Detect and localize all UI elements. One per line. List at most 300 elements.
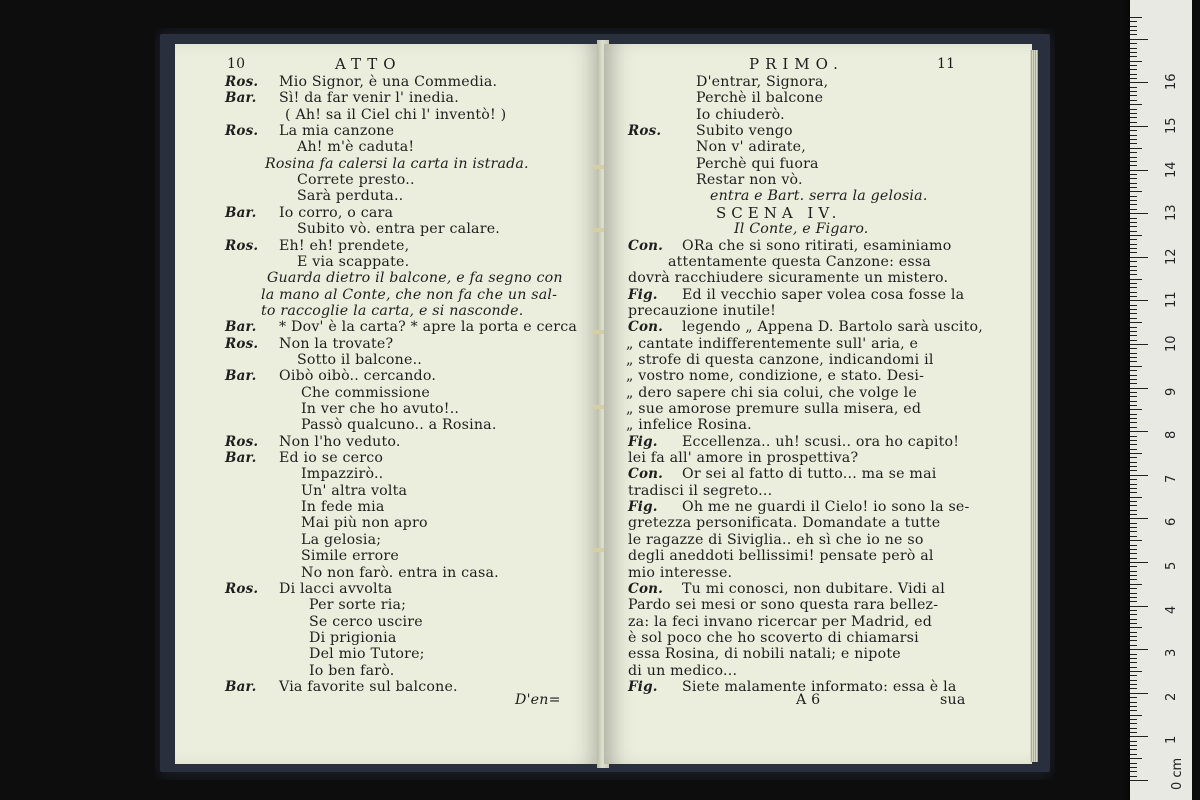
ruler-tick (1130, 645, 1137, 646)
ruler-tick (1130, 575, 1137, 576)
speaker-label: Bar. (225, 678, 257, 695)
ruler-tick (1130, 353, 1137, 354)
ruler-tick (1130, 497, 1142, 498)
text-line: attentamente questa Canzone: essa (668, 253, 932, 270)
ruler-tick (1130, 65, 1137, 66)
ruler-tick (1130, 104, 1142, 105)
text-line: Perchè qui fuora (696, 155, 819, 172)
text-line: „ strofe di questa canzone, indicandomi il (626, 351, 934, 368)
ruler-tick (1130, 26, 1137, 27)
ruler-tick (1130, 571, 1137, 572)
ruler-tick (1130, 113, 1137, 114)
ruler-tick (1130, 488, 1137, 489)
ruler-tick (1130, 601, 1137, 602)
ruler-tick (1130, 361, 1137, 362)
text-line: ORa che si sono ritirati, esaminiamo (682, 237, 952, 254)
ruler-tick (1130, 396, 1137, 397)
ruler-tick (1130, 462, 1137, 463)
left-running-head: ATTO (335, 55, 402, 73)
speaker-label: Ros. (628, 123, 662, 140)
ruler-tick (1130, 322, 1142, 323)
ruler-tick (1130, 776, 1137, 777)
ruler-tick (1130, 266, 1137, 267)
text-line: Perchè il balcone (696, 90, 824, 107)
ruler-tick (1130, 82, 1148, 83)
ruler-tick (1130, 710, 1137, 711)
text-line: Il Conte, e Figaro. (734, 221, 869, 238)
ruler-tick (1130, 457, 1137, 458)
text-line: „ dero sapere chi sia colui, che volge le (626, 384, 917, 401)
ruler-tick (1130, 675, 1137, 676)
text-line: Ah! m'è caduta! (297, 139, 415, 156)
text-line: Guarda dietro il balcone, e fa segno con (267, 270, 563, 287)
ruler-tick (1130, 479, 1137, 480)
ruler-tick (1130, 122, 1137, 123)
ruler-tick (1130, 706, 1137, 707)
ruler-tick (1130, 749, 1137, 750)
text-line: La gelosia; (301, 531, 382, 548)
speaker-label: Ros. (225, 74, 259, 90)
speaker-label: Bar. (225, 204, 257, 221)
ruler-tick (1130, 348, 1137, 349)
ruler-tick (1130, 130, 1137, 131)
ruler-tick (1130, 693, 1148, 694)
text-line: Rosina fa calersi la carta in istrada. (265, 155, 529, 172)
text-line: Via favorite sul balcone. (279, 678, 458, 695)
text-line: Mai più non apro (301, 515, 428, 532)
ruler-number: 11 (1164, 291, 1179, 309)
ruler-tick (1130, 697, 1137, 698)
ruler-tick (1130, 723, 1137, 724)
text-line: dovrà racchiudere sicuramente un mistero. (628, 270, 949, 287)
left-page (175, 44, 600, 764)
ruler-tick (1130, 414, 1137, 415)
page-edges (1030, 50, 1038, 762)
text-line: Un' altra volta (301, 482, 408, 499)
text-line: „ sue amorose premure sulla misera, ed (626, 401, 922, 417)
ruler-tick (1130, 331, 1137, 332)
ruler-tick (1130, 204, 1137, 205)
ruler-tick (1130, 527, 1137, 528)
ruler-tick (1130, 379, 1137, 380)
text-line: Oibò oibò.. cercando. (279, 368, 437, 385)
ruler-tick (1130, 579, 1137, 580)
ruler-tick (1130, 518, 1148, 519)
ruler-tick (1130, 231, 1137, 232)
ruler-tick (1130, 209, 1137, 210)
ruler-tick (1130, 283, 1137, 284)
text-line: No non farò. entra in casa. (301, 564, 499, 581)
ruler-tick (1130, 763, 1137, 764)
ruler-tick (1130, 562, 1148, 563)
ruler-tick (1130, 440, 1137, 441)
text-line: SCENA IV. (716, 203, 842, 222)
ruler-tick (1130, 475, 1148, 476)
speaker-label: Ros. (225, 580, 259, 597)
speaker-label: Bar. (225, 319, 257, 336)
ruler-tick (1130, 702, 1137, 703)
ruler-tick (1130, 226, 1137, 227)
ruler-tick (1130, 566, 1137, 567)
right-page-number: 11 (937, 56, 956, 72)
ruler-tick (1130, 545, 1137, 546)
text-line: Per sorte ria; (309, 597, 407, 614)
ruler-tick (1130, 244, 1137, 245)
text-line: Che commissione (301, 384, 431, 401)
ruler-tick (1130, 671, 1142, 672)
ruler-tick (1130, 767, 1137, 768)
ruler-tick (1130, 327, 1137, 328)
text-line: D'entrar, Signora, (696, 74, 829, 90)
ruler-tick (1130, 48, 1137, 49)
text-line: degli aneddoti bellissimi! pensate però al (628, 548, 934, 565)
ruler-tick (1130, 279, 1142, 280)
ruler-tick (1130, 187, 1137, 188)
ruler-tick (1130, 514, 1137, 515)
ruler-tick (1130, 719, 1137, 720)
ruler-tick (1130, 74, 1137, 75)
ruler-tick (1130, 745, 1137, 746)
ruler-tick (1130, 213, 1148, 214)
ruler-tick (1130, 148, 1142, 149)
text-line: Ed io se cerco (279, 450, 384, 467)
text-line: gretezza personificata. Domandate a tutte (628, 515, 941, 532)
text-line: Del mio Tutore; (309, 646, 425, 663)
ruler-tick (1130, 523, 1137, 524)
ruler-tick (1130, 95, 1137, 96)
ruler-tick (1130, 335, 1137, 336)
text-line: Or sei al fatto di tutto... ma se mai (682, 466, 937, 483)
ruler-tick (1130, 296, 1137, 297)
ruler-tick (1130, 340, 1137, 341)
ruler-tick (1130, 17, 1142, 18)
ruler-number: 2 (1164, 692, 1179, 701)
text-line: Tu mi conosci, non dubitare. Vidi al (682, 580, 945, 597)
text-line: Restar non vò. (696, 172, 803, 189)
ruler-tick (1130, 135, 1137, 136)
ruler-tick (1130, 344, 1148, 345)
text-line: Non v' adirate, (696, 139, 806, 156)
speaker-label: Con. (628, 319, 664, 336)
text-line: entra e Bart. serra la gelosia. (710, 188, 928, 205)
ruler-number: 3 (1164, 648, 1179, 658)
ruler-tick (1130, 627, 1142, 628)
ruler-tick (1130, 383, 1137, 384)
ruler-tick (1130, 510, 1137, 511)
speaker-label: Con. (628, 237, 664, 254)
text-line: le ragazze di Siviglia.. eh sì che io ne so (628, 531, 924, 548)
ruler-tick (1130, 758, 1142, 759)
ruler-tick (1130, 61, 1142, 62)
ruler-number: 5 (1164, 561, 1179, 570)
ruler-tick (1130, 492, 1137, 493)
text-line: Simile errore (301, 548, 399, 565)
ruler-tick (1130, 375, 1137, 376)
ruler-tick (1130, 30, 1137, 31)
speaker-label: Ros. (225, 433, 259, 450)
speaker-label: Con. (628, 580, 664, 597)
ruler-tick (1130, 684, 1137, 685)
ruler-tick (1130, 357, 1137, 358)
ruler-tick (1130, 309, 1137, 310)
left-page-number: 10 (227, 56, 246, 72)
ruler-tick (1130, 191, 1142, 192)
ruler-tick (1130, 218, 1137, 219)
ruler-tick (1130, 453, 1142, 454)
text-line: „ cantate indifferentemente sull' aria, e (626, 335, 919, 352)
ruler-tick (1130, 39, 1148, 40)
ruler-tick (1130, 222, 1137, 223)
ruler-tick (1130, 771, 1137, 772)
ruler-tick (1130, 418, 1137, 419)
text-line: Ed il vecchio saper volea cosa fosse la (682, 286, 965, 303)
text-line: Eccellenza.. uh! scusi.. ora ho capito! (682, 433, 960, 450)
ruler-tick (1130, 549, 1137, 550)
ruler-tick (1130, 300, 1148, 301)
ruler-tick (1130, 610, 1137, 611)
ruler-tick (1130, 261, 1137, 262)
text-line: Non la trovate? (279, 335, 394, 352)
ruler-number: 1 (1164, 736, 1179, 745)
speaker-label: Fig. (628, 678, 658, 695)
ruler-tick (1130, 431, 1148, 432)
ruler-tick (1130, 235, 1142, 236)
text-line: essa Rosina, di nobili natali; e nipote (628, 646, 901, 663)
text-line: Sotto il balcone.. (297, 351, 423, 368)
speaker-label: Ros. (225, 123, 259, 140)
text-line: Sì! da far venir l' inedia. (279, 90, 459, 107)
right-page (604, 44, 1032, 764)
ruler-tick (1130, 558, 1137, 559)
ruler-number: 13 (1164, 204, 1179, 222)
text-line: Correte presto.. (297, 172, 415, 189)
ruler-number: 7 (1164, 474, 1179, 483)
ruler-tick (1130, 69, 1137, 70)
ruler-tick (1130, 274, 1137, 275)
speaker-label: Fig. (628, 433, 658, 450)
right-running-head: PRIMO. (749, 55, 844, 73)
ruler-tick (1130, 422, 1137, 423)
ruler-tick (1130, 117, 1137, 118)
ruler-tick (1130, 667, 1137, 668)
ruler-number: 8 (1164, 430, 1179, 440)
text-line: Oh me ne guardi il Cielo! io sono la se- (682, 499, 970, 516)
ruler-tick (1130, 780, 1148, 781)
ruler-tick (1130, 715, 1142, 716)
ruler-tick (1130, 732, 1137, 733)
ruler-tick (1130, 126, 1148, 127)
speaker-label: Ros. (225, 335, 259, 352)
text-line: za: la feci invano ricercar per Madrid, ed (628, 613, 932, 630)
ruler-tick (1130, 152, 1137, 153)
ruler-tick (1130, 636, 1137, 637)
text-line: In fede mia (301, 499, 385, 516)
ruler-tick (1130, 436, 1137, 437)
ruler-tick (1130, 531, 1137, 532)
ruler-number: 12 (1164, 248, 1179, 265)
ruler-tick (1130, 157, 1137, 158)
ruler-tick (1130, 501, 1137, 502)
ruler-tick (1130, 623, 1137, 624)
ruler-tick (1130, 680, 1137, 681)
ruler-number: 15 (1164, 117, 1179, 134)
ruler-tick (1130, 161, 1137, 162)
right-catchword: sua (940, 692, 966, 708)
speaker-label: Bar. (225, 450, 257, 467)
text-line: Mio Signor, è una Commedia. (279, 74, 498, 90)
text-line: Impazzirò.. (301, 466, 384, 483)
speaker-label: Bar. (225, 368, 257, 385)
ruler-tick (1130, 178, 1137, 179)
ruler-tick (1130, 606, 1148, 607)
measuring-ruler (1130, 0, 1192, 800)
ruler-number: 4 (1164, 605, 1179, 614)
ruler-tick (1130, 43, 1137, 44)
text-line: è sol poco che ho scoverto di chiamarsi (628, 629, 919, 646)
ruler-tick (1130, 484, 1137, 485)
ruler-tick (1130, 139, 1137, 140)
ruler-tick (1130, 270, 1137, 271)
ruler-tick (1130, 614, 1137, 615)
ruler-tick (1130, 239, 1137, 240)
ruler-tick (1130, 401, 1137, 402)
ruler-tick (1130, 470, 1137, 471)
text-line: Non l'ho veduto. (279, 433, 401, 450)
ruler-number: 9 (1164, 387, 1179, 396)
ruler-tick (1130, 257, 1148, 258)
ruler-tick (1130, 409, 1142, 410)
text-line: Di lacci avvolta (279, 580, 393, 597)
ruler-tick (1130, 200, 1137, 201)
ruler-tick (1130, 313, 1137, 314)
ruler-tick (1130, 466, 1137, 467)
speaker-label: Ros. (225, 237, 259, 254)
text-line: „ vostro nome, condizione, e stato. Desi- (626, 368, 925, 385)
ruler-tick (1130, 597, 1137, 598)
ruler-tick (1130, 427, 1137, 428)
text-line: „ infelice Rosina. (626, 417, 752, 434)
text-line: mio interesse. (628, 564, 733, 581)
ruler-number: 16 (1164, 73, 1179, 91)
ruler-tick (1130, 662, 1137, 663)
ruler-tick (1130, 52, 1137, 53)
text-line: tradisci il segreto... (628, 482, 773, 499)
ruler-tick (1130, 728, 1137, 729)
text-line: ( Ah! sa il Ciel chi l' inventò! ) (285, 106, 507, 123)
ruler-tick (1130, 91, 1137, 92)
ruler-tick (1130, 654, 1137, 655)
ruler-tick (1130, 449, 1137, 450)
text-line: * Dov' è la carta? * apre la porta e cerca (279, 319, 578, 336)
text-line: Siete malamente informato: essa è la (682, 678, 957, 695)
ruler-tick (1130, 252, 1137, 253)
text-line: Io chiuderò. (696, 106, 785, 123)
ruler-tick (1130, 196, 1137, 197)
signature-mark: A 6 (796, 692, 821, 708)
ruler-tick (1130, 619, 1137, 620)
ruler-tick (1130, 392, 1137, 393)
text-line: Pardo sei mesi or sono questa rara bellez- (628, 597, 939, 614)
ruler-tick (1130, 632, 1137, 633)
ruler-number: 14 (1164, 161, 1179, 178)
ruler-tick (1130, 100, 1137, 101)
ruler-tick (1130, 536, 1137, 537)
text-line: Se cerco uscire (309, 613, 423, 630)
text-line: legendo „ Appena D. Bartolo sarà uscito, (682, 319, 983, 336)
ruler-tick (1130, 741, 1137, 742)
ruler-tick (1130, 305, 1137, 306)
ruler-tick (1130, 318, 1137, 319)
ruler-tick (1130, 248, 1137, 249)
ruler-tick (1130, 366, 1142, 367)
speaker-label: Con. (628, 466, 664, 483)
speaker-label: Fig. (628, 286, 658, 303)
ruler-tick (1130, 444, 1137, 445)
ruler-tick (1130, 370, 1137, 371)
text-line: Io ben farò. (309, 662, 395, 679)
ruler-tick (1130, 540, 1142, 541)
text-line: Eh! eh! prendete, (279, 237, 410, 254)
ruler-unit-label: 0 cm (1170, 757, 1185, 790)
ruler-tick (1130, 56, 1137, 57)
ruler-tick (1130, 21, 1137, 22)
ruler-tick (1130, 736, 1148, 737)
ruler-tick (1130, 405, 1137, 406)
text-line: La mia canzone (279, 123, 395, 140)
text-line: lei fa all' amore in prospettiva? (628, 450, 859, 467)
ruler-tick (1130, 553, 1137, 554)
ruler-tick (1130, 754, 1137, 755)
text-line: Passò qualcuno.. a Rosina. (301, 417, 497, 434)
text-line: Di prigionia (309, 629, 397, 646)
text-line: E via scappate. (297, 253, 410, 270)
ruler-tick (1130, 143, 1137, 144)
text-line: la mano al Conte, che non fa che un sal- (261, 286, 558, 303)
ruler-tick (1130, 649, 1148, 650)
ruler-tick (1130, 593, 1137, 594)
ruler-tick (1130, 109, 1137, 110)
ruler-tick (1130, 170, 1148, 171)
text-line: Subito vò. entra per calare. (297, 221, 500, 238)
text-line: In ver che ho avuto!.. (301, 401, 460, 417)
ruler-tick (1130, 174, 1137, 175)
speaker-label: Fig. (628, 499, 658, 516)
text-line: Io corro, o cara (279, 204, 394, 221)
ruler-tick (1130, 658, 1137, 659)
ruler-tick (1130, 87, 1137, 88)
ruler-tick (1130, 34, 1137, 35)
ruler-tick (1130, 640, 1137, 641)
ruler-tick (1130, 505, 1137, 506)
ruler-tick (1130, 165, 1137, 166)
ruler-number: 6 (1164, 518, 1179, 527)
left-catchword: D'en= (515, 692, 561, 708)
ruler-tick (1130, 287, 1137, 288)
speaker-label: Bar. (225, 90, 257, 107)
text-line: to raccoglie la carta, e si nasconde. (261, 302, 524, 319)
ruler-number: 10 (1164, 335, 1179, 352)
ruler-tick (1130, 688, 1137, 689)
text-line: Subito vengo (696, 123, 793, 140)
ruler-tick (1130, 292, 1137, 293)
ruler-tick (1130, 183, 1137, 184)
text-line: di un medico... (628, 662, 738, 679)
ruler-tick (1130, 588, 1137, 589)
ruler-tick (1130, 78, 1137, 79)
ruler-tick (1130, 388, 1148, 389)
text-line: Sarà perduta.. (297, 188, 404, 205)
ruler-tick (1130, 584, 1142, 585)
